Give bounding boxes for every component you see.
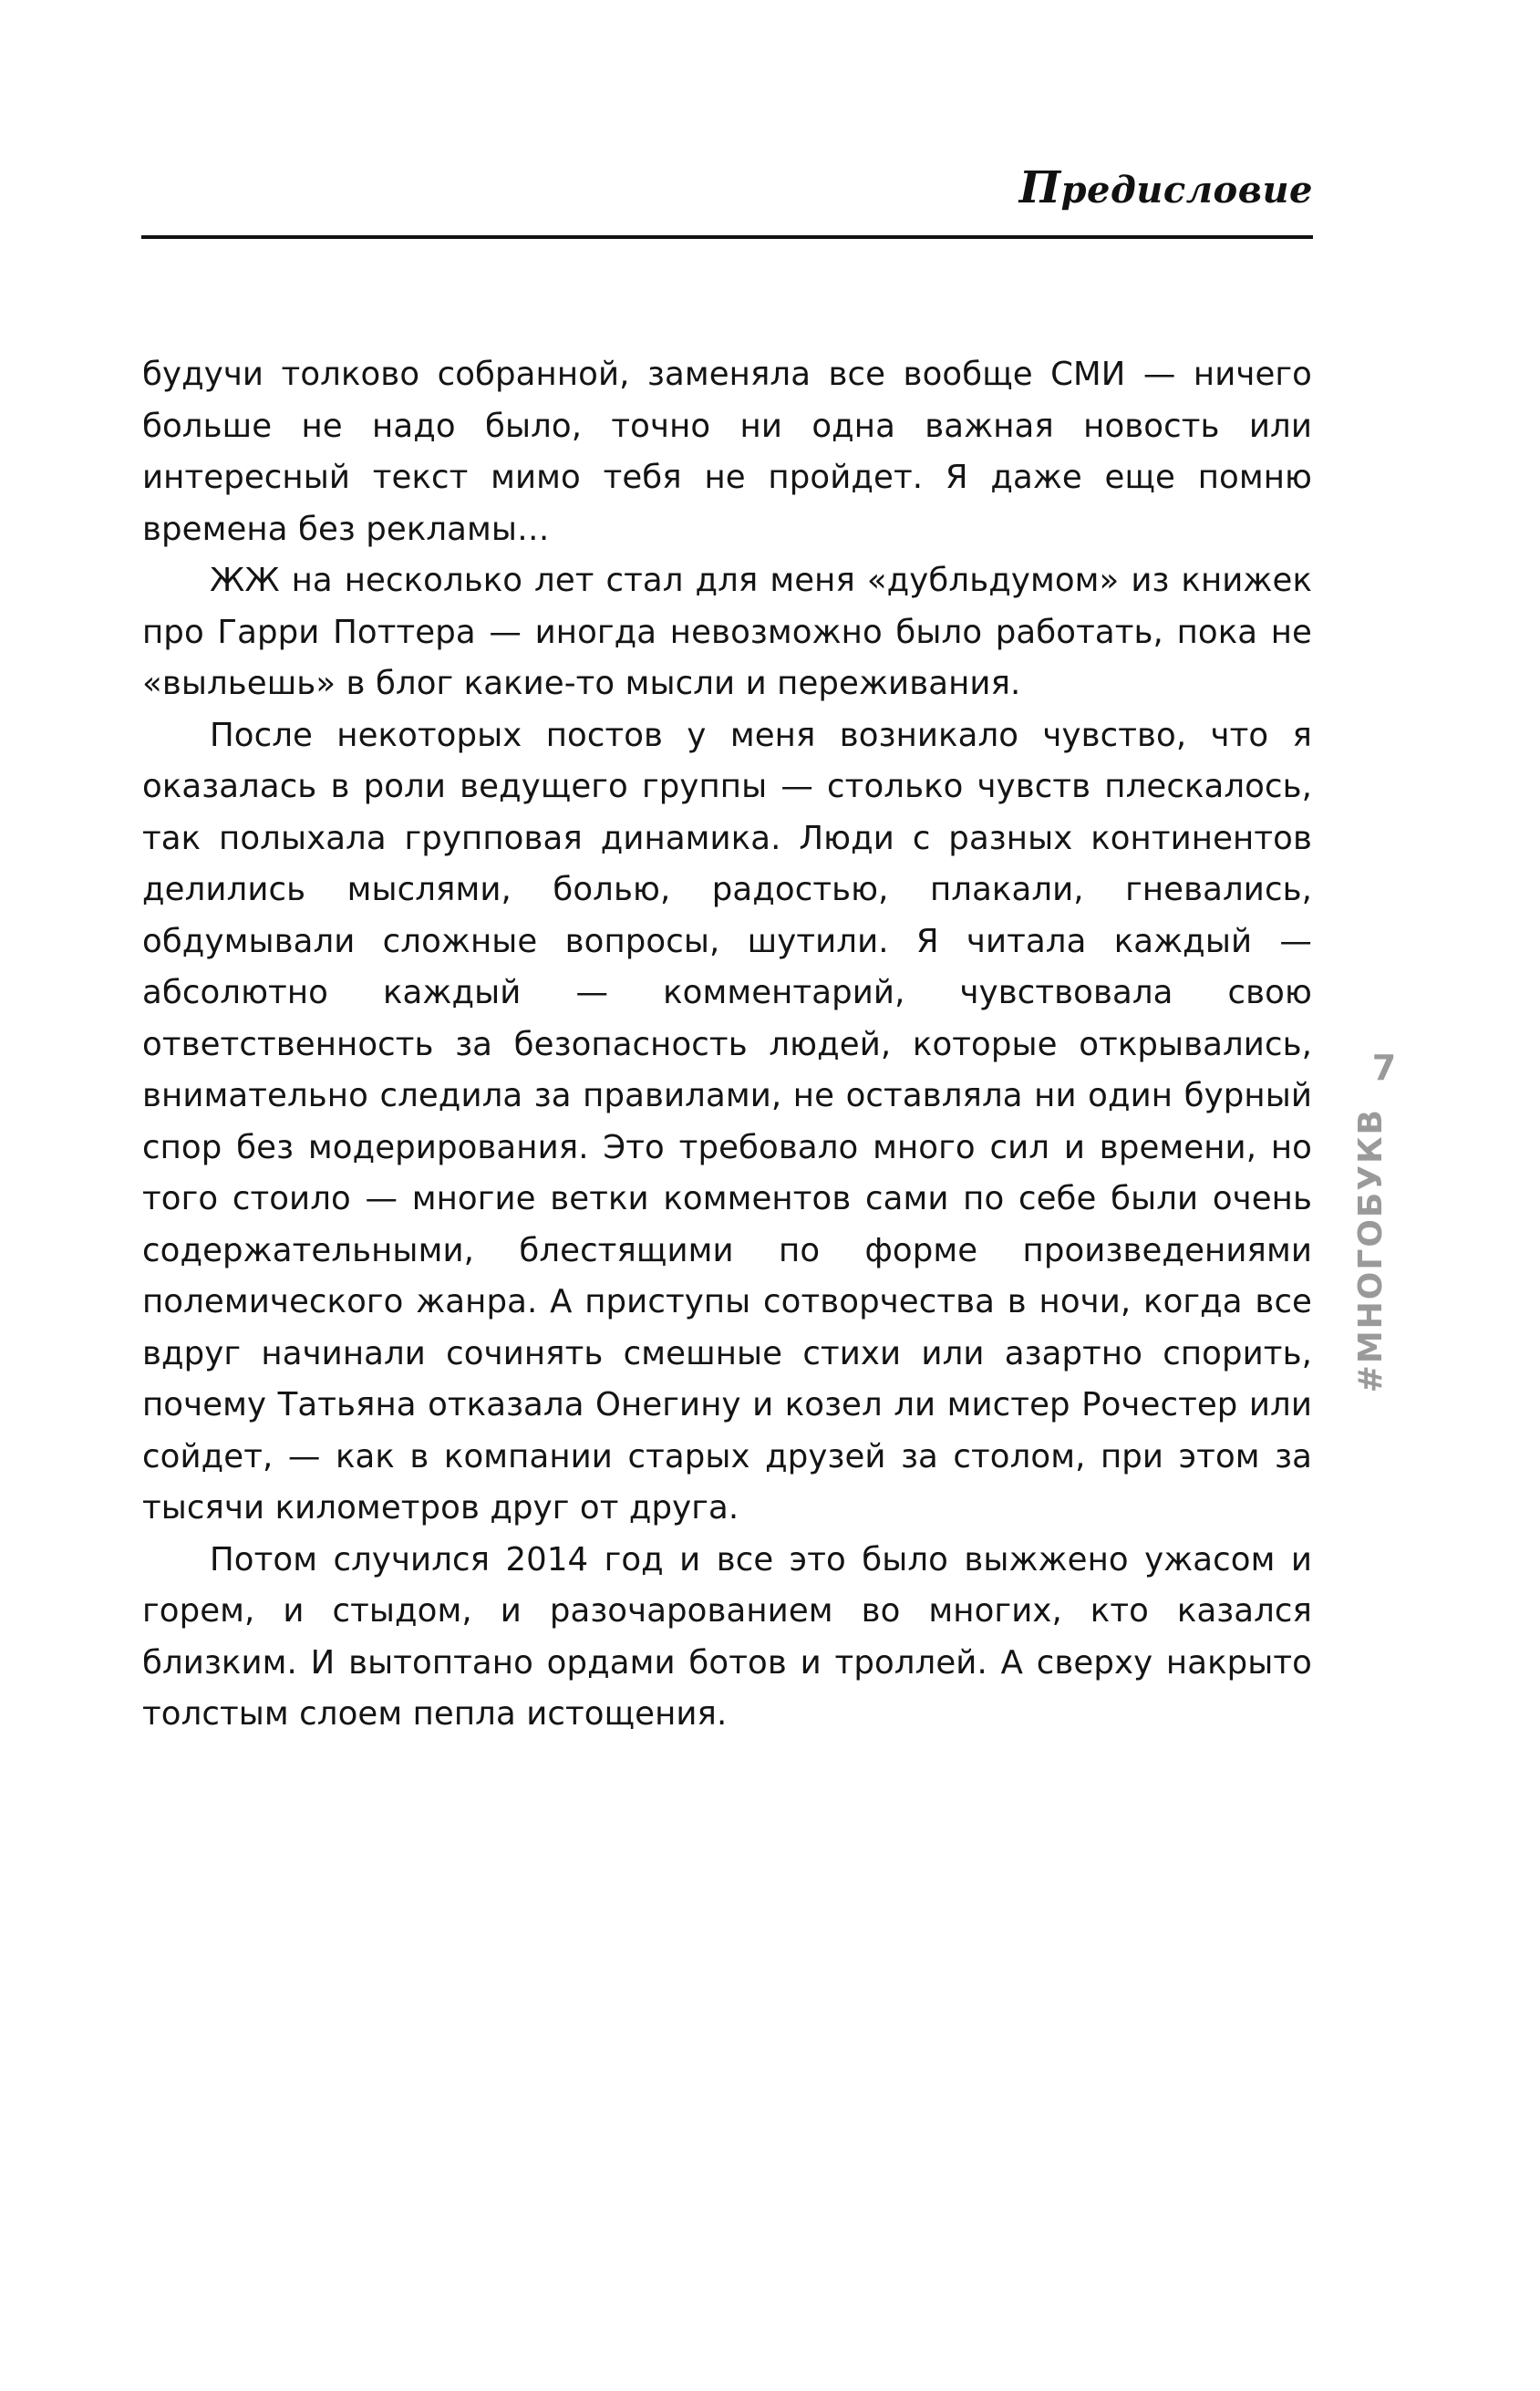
running-head-title xyxy=(1019,162,1313,213)
running-head-rest: редисловие xyxy=(1060,169,1313,212)
side-running-label xyxy=(1352,1108,1416,1491)
body-text xyxy=(142,349,1312,1741)
paragraph: После некоторых постов у меня возникало чувство, что я оказалась в роли ведущего группы — столько чувств плескалось, так полыхала групповая динамика. Люди с разных континентов делились мыслями, болью, радостью, плакали, гневались, обдумывали сложные вопросы, шутили. Я читала каждый — абсолютно каждый — комментарий, чувствовала свою ответственность за безопасность людей, которые открывались, внимательно следила за правилами, не оставляла ни один бурный спор без модерирования. Это требовало много сил и времени, но того стоило — многие ветки комментов сами по себе были очень содержательными, блестящими по форме произведениями полемического жанра. А приступы сотворчества в ночи, когда все вдруг начинали сочинять смешные стихи или азартно спорить, почему Татьяна отказала Онегину и козел ли мистер Рочестер или сойдет, — как в компании старых друзей за столом, при этом за тысячи километров друг от друга. xyxy=(142,716,1312,1527)
page-number: 7 xyxy=(1371,1048,1397,1088)
side-running-label-text: #МНОГОБУКВ xyxy=(1352,1108,1390,1393)
running-head-dropcap: П xyxy=(1018,162,1061,213)
running-head xyxy=(141,162,1313,213)
header-divider xyxy=(141,235,1313,239)
paragraph: Потом случился 2014 год и все это было выжжено ужасом и горем, и стыдом, и разочарованием во многих, кто казался близким. И вытоптано ордами ботов и троллей. А сверху накрыто толстым слоем пепла истощения. xyxy=(142,1540,1312,1733)
paragraph: ЖЖ на несколько лет стал для меня «дубльдумом» из книжек про Гарри Поттера — иногда невозможно было работать, пока не «выльешь» в блог какие-то мысли и переживания. xyxy=(142,562,1312,702)
page-number-block xyxy=(1352,1048,1416,1102)
paragraph: будучи толково собранной, заменяла все вообще СМИ — ничего больше не надо было, точно ни одна важная новость или интересный текст мимо тебя не пройдет. Я даже еще помню времена без рекламы… xyxy=(142,356,1312,548)
